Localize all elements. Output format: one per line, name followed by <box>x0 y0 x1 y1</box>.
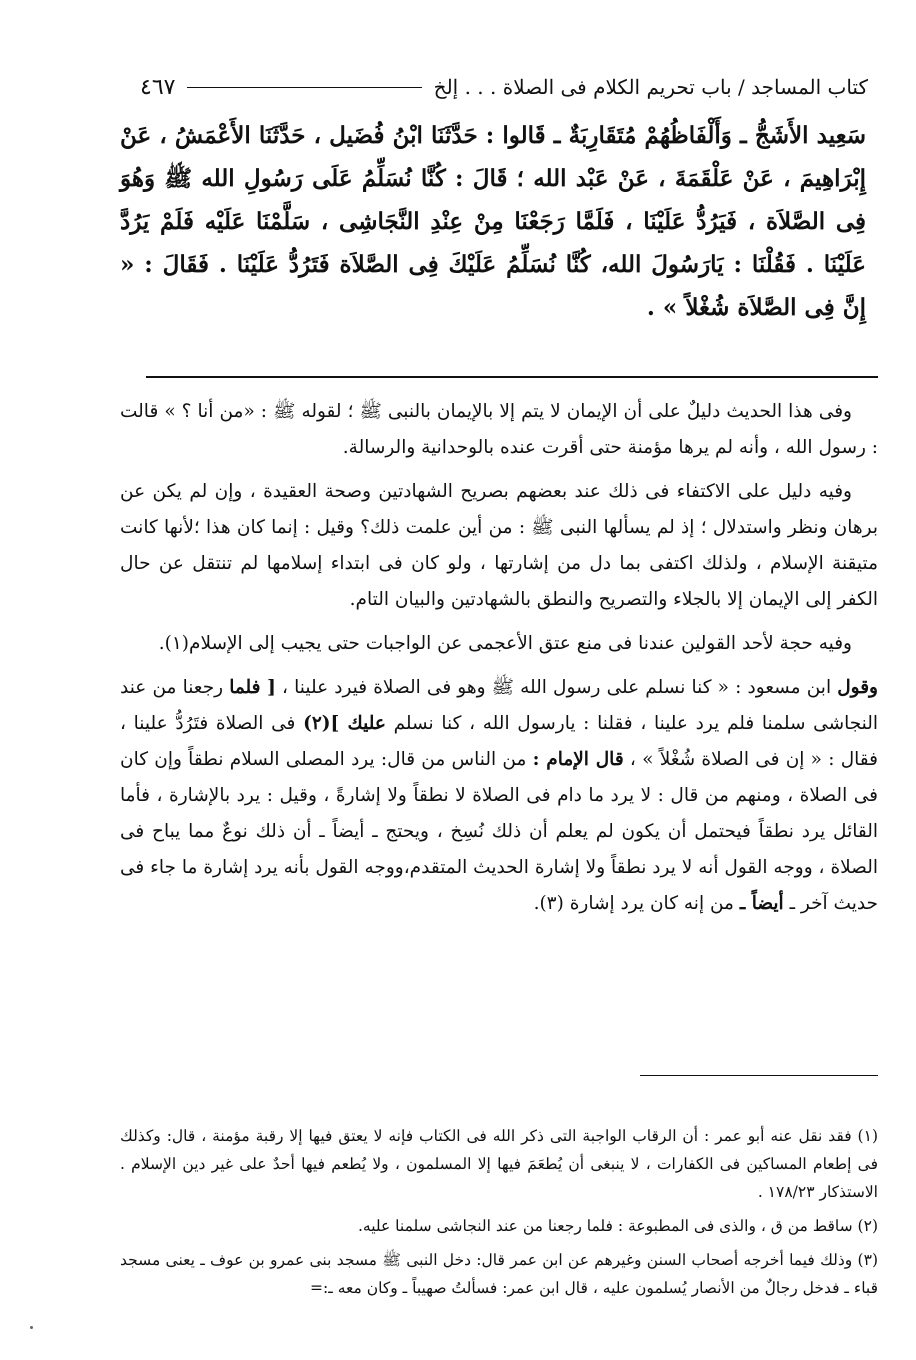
page-number: ٤٦٧ <box>140 74 176 100</box>
footnotes-block <box>120 1122 878 1302</box>
commentary-text: من إنه كان يرد إشارة (٣). <box>533 893 740 914</box>
imam-label: قال الإمام : <box>532 749 624 770</box>
scan-speck <box>30 1326 33 1329</box>
commentary-block <box>120 394 878 930</box>
hadith-text-block <box>120 114 866 329</box>
bracketed-insert-end: عليك ](٢) <box>303 713 386 734</box>
emphasis: أيضاً ـ <box>739 893 784 914</box>
bracketed-insert: [ فلما <box>229 677 276 698</box>
section-divider <box>146 376 878 378</box>
header-rule <box>187 87 421 88</box>
commentary-text: ابن مسعود : « كنا نسلم على رسول الله ﷺ وهو فى الصلاة فيرد علينا ، <box>275 677 838 698</box>
footnote-1: (١) فقد نقل عنه أبو عمر : أن الرقاب الواجبة التى ذكر الله فى الكتاب فإنه لا يعتق فيها إلا رقبة مؤمنة ، قال: وكذلك فى إطعام المساكين فى الكفارات ، لا ينبغى أن يُطعَمَ فيها إلا المسلمون ، ولا يُطعم فيها أحدٌ على غير دين الإسلام . الاستذكار ١٧٨/٢٣ . <box>120 1127 878 1201</box>
hadith-text: سَعِيد الأَشَجُّ ـ وَأَلْفَاظُهُمْ مُتَقَارِبَةٌ ـ قَالوا : حَدَّثَنَا ابْنُ فُضَيل ، حَدَّثَنَا الأَعْمَشُ ، عَنْ إِبْرَاهِيمَ ، عَنْ عَلْقَمَةَ ، عَنْ عَبْد الله ؛ قَالَ : كُنَّا نُسَلِّمُ عَلَى رَسُولِ الله ﷺ وَهُوَ فِى الصَّلاَة ، فَيَرُدُّ عَلَيْنَا ، فَلَمَّا رَجَعْنَا مِنْ عِنْدِ النَّجَاشِى ، سَلَّمْنَا عَلَيْه فَلَمْ يَرُدَّ عَلَيْنَا . فَقُلْنَا : يَارَسُولَ الله، كُنَّا نُسَلِّمُ عَلَيْكَ فِى الصَّلاَة فَتَرُدُّ عَلَيْنَا . فَقَالَ : « إِنَّ فِى الصَّلاَة شُغْلاً » . <box>120 122 866 321</box>
commentary-paragraph-1: وفى هذا الحديث دليلٌ على أن الإيمان لا يتم إلا بالإيمان بالنبى ﷺ ؛ لقوله ﷺ : «من أنا ؟ » قالت : رسول الله ، وأنه لم يرها مؤمنة حتى أقرت عنده بالوحدانية والرسالة. <box>120 401 878 458</box>
commentary-paragraph-2: وفيه دليل على الاكتفاء فى ذلك عند بعضهم بصريح الشهادتين وصحة العقيدة ، وإن لم يكن عن برهان ونظر واستدلال ؛ إذ لم يسألها النبى ﷺ : من أين علمت ذلك؟ وقيل : إنما كان هذا ؛لأنها كانت متيقنة الإسلام ، ولذلك اكتفى بما دل من إشارتها ، ولو كان فى ابتداء إسلامها لم تنتقل عن حال الكفر إلى الإيمان إلا بالجلاء والتصريح والنطق بالشهادتين والبيان التام. <box>120 481 878 610</box>
commentary-paragraph-3: وفيه حجة لأحد القولين عندنا فى منع عتق الأعجمى عن الواجبات حتى يجيب إلى الإسلام(١). <box>158 633 852 654</box>
running-header <box>140 70 868 104</box>
commentary-text: فى الصلاة فتَرُدُّ علينا ، فقال : « إن فى الصلاة شُغْلاً » ، <box>120 713 878 770</box>
footnote-2: (٢) ساقط من ق ، والذى فى المطبوعة : فلما رجعنا من عند النجاشى سلمنا عليه. <box>357 1217 878 1235</box>
footnote-divider <box>640 1075 878 1076</box>
chapter-title: كتاب المساجد / باب تحريم الكلام فى الصلاة . . . إلخ <box>433 75 868 99</box>
commentary-text: رجعنا من عند النجاشى سلمنا فلم يرد علينا ، فقلنا : يارسول الله ، كنا نسلم <box>120 677 879 734</box>
footnote-3: (٣) وذلك فيما أخرجه أصحاب السنن وغيرهم عن ابن عمر قال: دخل النبى ﷺ مسجد بنى عمرو بن عوف ـ يعنى مسجد قباء ـ فدخل رجالٌ من الأنصار يُسلمون عليه ، قال ابن عمر: فسألتُ صهيباً ـ وكان معه ـ:= <box>120 1251 878 1297</box>
commentary-paragraph-4 <box>120 670 878 922</box>
commentary-text: من الناس من قال: يرد المصلى السلام نطقاً وإن كان فى الصلاة ، ومنهم من قال : لا يرد ما دام فى الصلاة لا نطقاً ولا إشارةً ، وقيل : يرد بالإشارة ، فأما القائل يرد نطقاً فيحتمل أن يكون لم يعلم أن ذلك نُسِخ ، ويحتج ـ أيضاً ـ أن ذلك نوعٌ مما يباح فى الصلاة ، ووجه القول أنه لا يرد نطقاً ولا إشارة الحديث المتقدم،ووجه القول بأنه يرد إشارة ما جاء فى حديث آخر ـ <box>120 749 878 914</box>
lead-word: وقول <box>837 677 878 698</box>
